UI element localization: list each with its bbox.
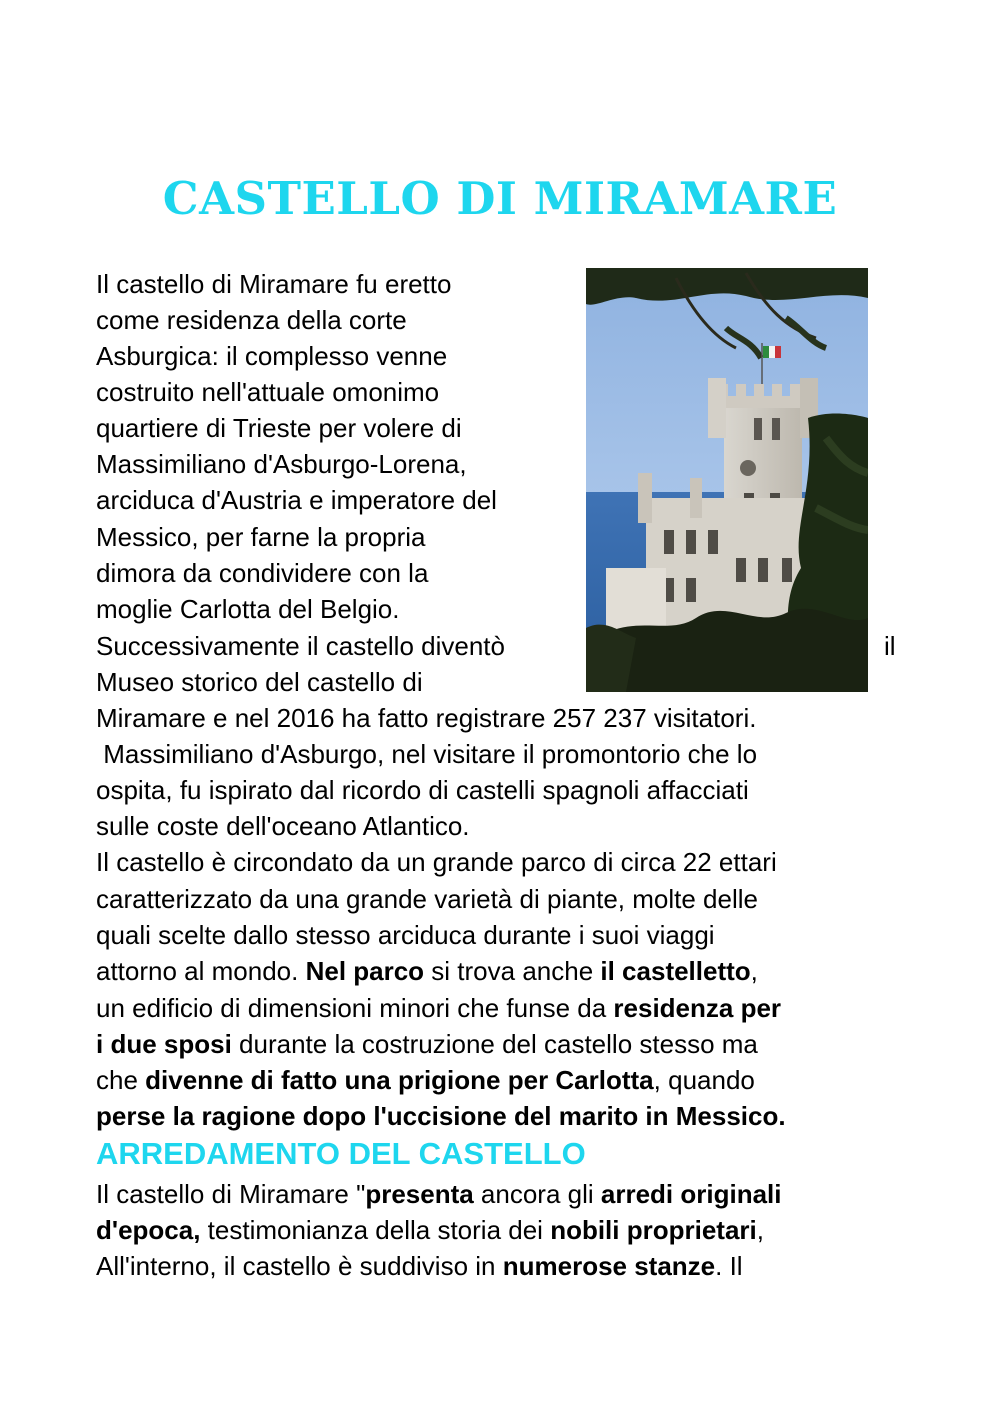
page-title: CASTELLO DI MIRAMARE [162, 172, 838, 225]
text-line: Massimiliano d'Asburgo, nel visitare il promontorio che lo [96, 739, 758, 769]
text-line: dimora da condividere con la [96, 558, 429, 588]
text-line: ospita, fu ispirato dal ricordo di castelli spagnoli affacciati [96, 775, 749, 805]
text-line [96, 1212, 764, 1248]
text-run: testimonianza della storia dei [200, 1215, 551, 1245]
text-line [96, 990, 781, 1026]
text-line: Messico, per farne la propria [96, 522, 426, 552]
text-run: un edificio di dimensioni minori che funse da [96, 993, 614, 1023]
text-run: . Il [715, 1251, 743, 1281]
text-line: Asburgica: il complesso venne [96, 341, 448, 371]
text-run: attorno al mondo. [96, 956, 306, 986]
text-line: Museo storico del castello di [96, 667, 423, 697]
text-run: Il castello di Miramare " [96, 1179, 366, 1209]
text-run: All'interno, il castello è suddiviso in [96, 1251, 503, 1281]
bold-run: perse la ragione dopo l'uccisione del marito in Messico. [96, 1101, 786, 1131]
text-run: , [756, 1215, 764, 1245]
text-line: Massimiliano d'Asburgo-Lorena, [96, 449, 467, 479]
bold-run: divenne di fatto una prigione per Carlotta [145, 1065, 654, 1095]
text-run: , [750, 956, 758, 986]
text-line: caratterizzato da una grande varietà di piante, molte delle [96, 884, 758, 914]
text-line: costruito nell'attuale omonimo [96, 377, 440, 407]
bold-run: residenza per [613, 993, 782, 1023]
bold-run: presenta [365, 1179, 474, 1209]
bold-run: Nel parco [305, 956, 425, 986]
text-line [96, 1176, 782, 1212]
castle-photo [586, 268, 868, 692]
text-line: quartiere di Trieste per volere di [96, 413, 462, 443]
text-line [96, 953, 758, 989]
text-line [96, 1026, 758, 1062]
text-line: quali scelte dallo stesso arciduca durante i suoi viaggi [96, 920, 715, 950]
text-run: si trova anche [424, 956, 601, 986]
text-line [96, 1248, 743, 1284]
text-line: arciduca d'Austria e imperatore del [96, 485, 497, 515]
text-line: come residenza della corte [96, 305, 407, 335]
bold-run: arredi originali [600, 1179, 782, 1209]
text-line: Il castello è circondato da un grande parco di circa 22 ettari [96, 847, 777, 877]
text-line [96, 1098, 786, 1134]
section-heading: ARREDAMENTO DEL CASTELLO [96, 1136, 586, 1171]
text-run: , quando [653, 1065, 755, 1095]
text-line-end: il [884, 631, 896, 661]
text-line: Miramare e nel 2016 ha fatto registrare 257 237 visitatori. [96, 703, 757, 733]
bold-run: nobili proprietari [550, 1215, 757, 1245]
text-run: ancora gli [473, 1179, 601, 1209]
bold-run: d'epoca, [96, 1215, 201, 1245]
text-line: Il castello di Miramare fu eretto [96, 269, 452, 299]
text-line: Successivamente il castello diventò [96, 631, 505, 661]
text-line: sulle coste dell'oceano Atlantico. [96, 811, 470, 841]
bold-run: numerose stanze [502, 1251, 716, 1281]
text-line: moglie Carlotta del Belgio. [96, 594, 400, 624]
bold-run: il castelletto [600, 956, 751, 986]
text-run: che [96, 1065, 146, 1095]
text-line [96, 1062, 755, 1098]
text-run: durante la costruzione del castello stesso ma [231, 1029, 758, 1059]
bold-run: i due sposi [96, 1029, 232, 1059]
